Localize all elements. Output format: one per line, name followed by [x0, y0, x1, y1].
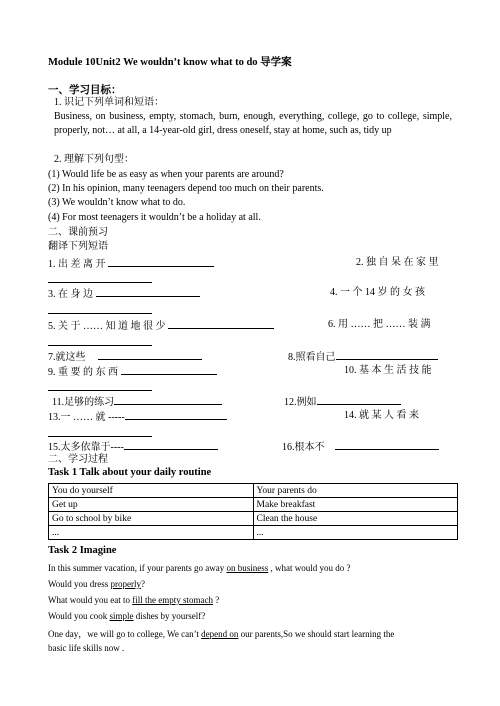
phrase-item-12: 12.例如: [284, 394, 401, 410]
objective-2-label: 2. 理解下列句型：: [54, 154, 134, 165]
phrase-item-10: 10. 基 本 生 活 技 能: [344, 365, 432, 376]
phrase-item-16: 16.根本不: [282, 439, 439, 455]
answer-blank[interactable]: [48, 426, 152, 437]
table-cell: Get up: [49, 498, 254, 512]
preview-instruction: 翻译下列短语: [48, 241, 108, 252]
task2-statement: One day，we will go to college, We can’t depend on our parents,So we should start learning the: [48, 629, 395, 639]
answer-blank[interactable]: [48, 303, 152, 314]
answer-blank[interactable]: [336, 349, 438, 360]
table-cell: Your parents do: [253, 484, 458, 498]
sentence-2: (2) In his opinion, many teenagers depend too much on their parents.: [48, 183, 324, 194]
answer-blank[interactable]: [335, 439, 439, 450]
table-row: [49, 484, 458, 498]
table-row: [49, 512, 458, 526]
table-row: [49, 498, 458, 512]
phrase-item-5: 5. 关 于 …… 知 道 地 很 少: [48, 318, 274, 334]
phrase-item-11: 11.足够的练习: [52, 394, 222, 410]
table-row: [49, 526, 458, 540]
table-cell: Go to school by bike: [49, 512, 254, 526]
sentence-4: (4) For most teenagers it wouldn’t be a holiday at all.: [48, 212, 261, 223]
daily-routine-table: [48, 483, 458, 540]
table-cell: ...: [253, 526, 458, 540]
answer-blank[interactable]: [48, 335, 152, 346]
table-cell: Clean the house: [253, 512, 458, 526]
task2-question-2: Would you dress properly?: [48, 579, 146, 589]
answer-blank[interactable]: [108, 256, 214, 267]
answer-blank[interactable]: [98, 349, 202, 360]
answer-blank[interactable]: [317, 394, 401, 405]
task1-heading: Task 1 Talk about your daily routine: [48, 467, 212, 478]
answer-blank[interactable]: [124, 439, 218, 450]
phrase-item-1: 1. 出 差 离 开: [48, 256, 214, 272]
table-cell: You do yourself: [49, 484, 254, 498]
phrase-item-3: 3. 在 身 边: [48, 286, 200, 302]
task2-statement-cont: basic life skills now .: [48, 643, 125, 653]
task2-heading: Task 2 Imagine: [48, 545, 117, 556]
task2-question-3: What would you eat to fill the empty stomach ?: [48, 595, 220, 605]
objective-1-label: 1. 识记下列单词和短语：: [54, 97, 164, 108]
phrase-item-2: 2. 独 自 呆 在 家 里: [356, 257, 439, 268]
phrase-item-13: 13.一 …… 就 -----: [48, 409, 227, 425]
answer-blank[interactable]: [114, 394, 222, 405]
sentence-3: (3) We wouldn’t know what to do.: [48, 197, 186, 208]
answer-blank[interactable]: [48, 272, 152, 283]
phrase-item-15: 15.太多依靠于----: [48, 439, 218, 455]
preview-heading: 二、课前预习: [48, 227, 108, 238]
sentence-1: (1) Would life be as easy as when your parents are around?: [48, 169, 284, 180]
phrase-item-4: 4. 一 个 14 岁 的 女 孩: [330, 287, 425, 298]
task2-question-1: In this summer vacation, if your parents go away on business , what would you do ?: [48, 563, 351, 573]
phrase-item-9: 9. 重 要 的 东 西: [48, 364, 217, 380]
answer-blank[interactable]: [121, 364, 217, 375]
answer-blank[interactable]: [48, 380, 152, 391]
answer-blank[interactable]: [168, 318, 274, 329]
answer-blank[interactable]: [96, 286, 200, 297]
vocabulary-list: Business, on business, empty, stomach, burn, enough, everything, college, go to college, simple, properly, not… at all, a 14-year-old girl, dress oneself, stay at home, such as, tidy up: [54, 111, 452, 136]
phrase-item-7: 7.就这些: [48, 349, 202, 365]
answer-blank[interactable]: [125, 409, 227, 420]
table-cell: Make breakfast: [253, 498, 458, 512]
page-title: Module 10Unit2 We wouldn’t know what to do 导学案: [48, 57, 292, 68]
phrase-item-8: 8.照看自己: [288, 349, 438, 365]
phrase-item-6: 6. 用 …… 把 …… 装 满: [328, 319, 431, 330]
process-heading: 二、学习过程: [48, 454, 108, 465]
phrase-item-14: 14. 就 某 人 看 来: [344, 410, 419, 421]
table-cell: ...: [49, 526, 254, 540]
objectives-heading: 一、学习目标：: [48, 85, 122, 96]
task2-question-4: Would you cook simple dishes by yourself?: [48, 611, 206, 621]
